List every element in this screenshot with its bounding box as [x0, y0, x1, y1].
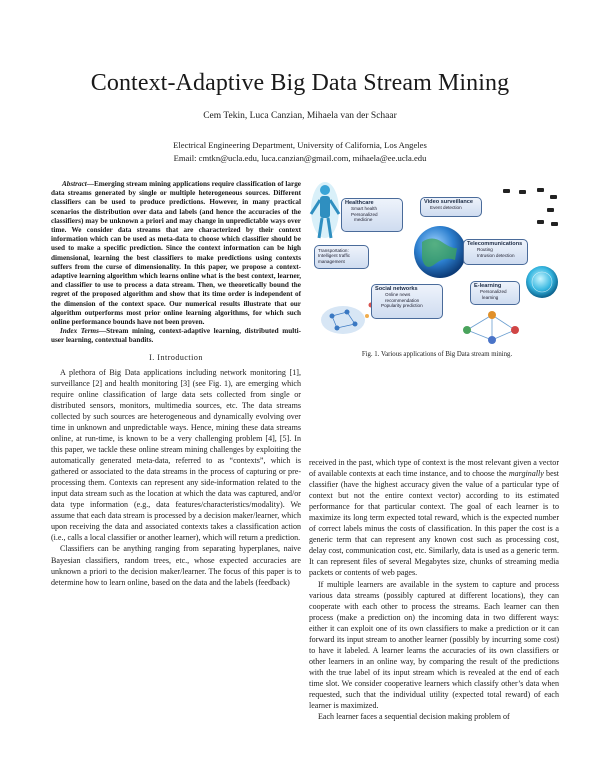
social-networks-box	[371, 284, 443, 319]
world-graph-icon	[321, 306, 365, 334]
paragraph: A plethora of Big Data applications including network monitoring [1], surveillance [2] and health monitoring [3] (see Fig. 1), are emerging which require online classification of large data sets collected from single or distributed sensors, monitors, multimedia sources, etc. The data streams collected by such sources are heterogeneous and dynamically evolving over time in unknown and unpredictable ways. Hence, mining these data streams online, at run-time, is known to be a very challenging problem [4], [5]. In this paper, we tackle these online stream mining challenges by exploiting the automatically generated meta-data, referred to as “contexts”, which is gathered or associated to the data streams in the process of capturing or pre-processing them. Contexts can represent any side-information related to the input data stream such as the location at which the data was captured, and/or data type information (e.g., data features/characteristics/modality). We assume that each data stream is processed by a decision maker/learner, which upon receiving the data and associated contexts takes a classification action (i.e., calls a local classifier or another learner), which will return a prediction.	[51, 367, 301, 543]
abstract-text: —Emerging stream mining applications require classification of large data streams generated by single or multiple heterogeneous sources. Different classifiers can be used to produce predictions. However, in many practical scenarios the distribution over data and labels (and hence the accuracies of the classifiers) may be unknown a priori and may change in unpredictable ways over time. We consider data streams that are characterized by their context information which can be used as meta-data to choose which classifier should be used to make a specific prediction. Since the context information can be high dimensional, learning the best classifiers to make predictions using contexts suffers from the curse of dimensionality. In this paper, we propose a context-adaptive learning algorithm which learns online what is the best context, learner, and classifier to use to process a data stream. Then, we theoretically bound the regret of the proposed algorithm and show that its time order is independent of the dimension of the context space. Our numerical results illustrate that our algorithm outperforms most prior online learning algorithms, for which such online performance bounds have not been proven.	[51, 180, 301, 327]
people-network-icon	[463, 311, 519, 344]
social-networks-title: Social networks	[375, 286, 418, 292]
email: Email: cmtkn@ucla.edu, luca.canzian@gmail.com, mihaela@ee.ucla.edu	[173, 152, 427, 163]
e-learning-box	[470, 281, 520, 305]
authors: Cem Tekin, Luca Canzian, Mihaela van der Schaar	[203, 111, 397, 121]
healthcare-item: Smart health	[351, 206, 378, 212]
social-networks-item: Online news	[385, 292, 411, 298]
network-sphere-icon	[526, 266, 558, 298]
index-terms-label: Index Terms	[60, 327, 99, 336]
affiliation-block	[0, 139, 600, 164]
healthcare-box	[341, 198, 403, 232]
telecommunications-box	[463, 239, 528, 265]
telecommunications-title: Telecommunications	[467, 241, 523, 247]
index-terms	[51, 327, 301, 345]
camera-icons	[503, 188, 558, 226]
section-heading: I. Introduction	[149, 352, 203, 362]
left-column	[51, 180, 301, 588]
figure-caption: Fig. 1. Various applications of Big Data stream mining.	[361, 351, 513, 358]
paper-title: Context-Adaptive Big Data Stream Mining	[90, 70, 510, 96]
human-body-icon	[311, 182, 339, 238]
paragraph	[309, 457, 559, 579]
paragraph-text: received in the past, which type of context is the most relevant given a vector of available contexts at each time instance, and to choose the	[309, 458, 559, 479]
emphasis: marginally	[508, 469, 544, 479]
video-surveillance-item: Event detection	[430, 205, 462, 211]
intro-body	[51, 367, 301, 588]
paragraph: Each learner faces a sequential decision making problem of	[318, 712, 510, 722]
abstract-paragraph	[51, 180, 301, 327]
figure-1	[307, 180, 565, 350]
video-surveillance-box	[420, 197, 482, 217]
index-terms-text: —Stream mining, context-adaptive learning, distributed multi-user learning, contextual bandits.	[51, 327, 301, 345]
social-networks-item: Popularity prediction	[381, 303, 423, 309]
telecommunications-item: Intrusion detection	[477, 252, 515, 258]
social-networks-item: recommendation	[385, 297, 420, 303]
e-learning-item: learning	[482, 294, 499, 300]
paragraph: If multiple learners are available in the system to capture and process various data streams (possibly captured at different locations), they can cooperate with each other to process the streams. Each learner can then process (make a prediction on) the incoming data in two different ways: either it can exploit one of its own classifiers to make a prediction or it can forward its input stream to another learner (possibly by incurring some cost) to have it labeled. A learner learns the accuracies of its own classifiers or other learners in an online way, by comparing the result of the predictions with the true label of its input stream which is revealed at the end of each time slot. We consider cooperative learners which classify other’s data when requested, such that the individual utility (expected total reward) of each learner is maximized.	[309, 579, 559, 711]
healthcare-item: medicine	[354, 217, 373, 223]
transportation-box	[314, 245, 369, 269]
affiliation: Electrical Engineering Department, University of California, Los Angeles	[173, 140, 427, 150]
abstract-label: Abstract	[62, 180, 87, 188]
healthcare-title: Healthcare	[345, 200, 374, 206]
right-column	[309, 457, 559, 722]
paragraph: Classifiers can be anything ranging from separating hyperplanes, naive Bayesian classifiers, random trees, etc., whose expected accuracies are unknown a priori to the decision maker/learner. The focus of this paper is to determine how to learn online, based on the data and the labels (feedback)	[51, 544, 301, 587]
paragraph-text: best classifier (have the highest accuracy given the value of a particular type of context but not the entire context vector) according to its estimated performance for that particular context. The goal of each learner is to maximize its long term expected total reward, which is the expected number of correct labels minus the costs of classification. In this paper the cost is a generic term that can represent any known cost such as processing cost, delay cost, communication cost, etc. Similarly, data is used as a generic term. It can represent files of several Megabytes size, chunks of streaming media packets or contents of web pages.	[309, 469, 560, 578]
healthcare-item: Personalized	[351, 211, 378, 217]
e-learning-item: Personalized	[480, 289, 507, 295]
transportation-text: Transportation: Intelligent traffic management	[318, 248, 351, 264]
e-learning-title: E-learning	[474, 283, 502, 289]
telecommunications-item: Routing	[477, 247, 493, 253]
video-surveillance-title: Video surveillance	[424, 199, 474, 205]
abstract	[51, 180, 301, 346]
